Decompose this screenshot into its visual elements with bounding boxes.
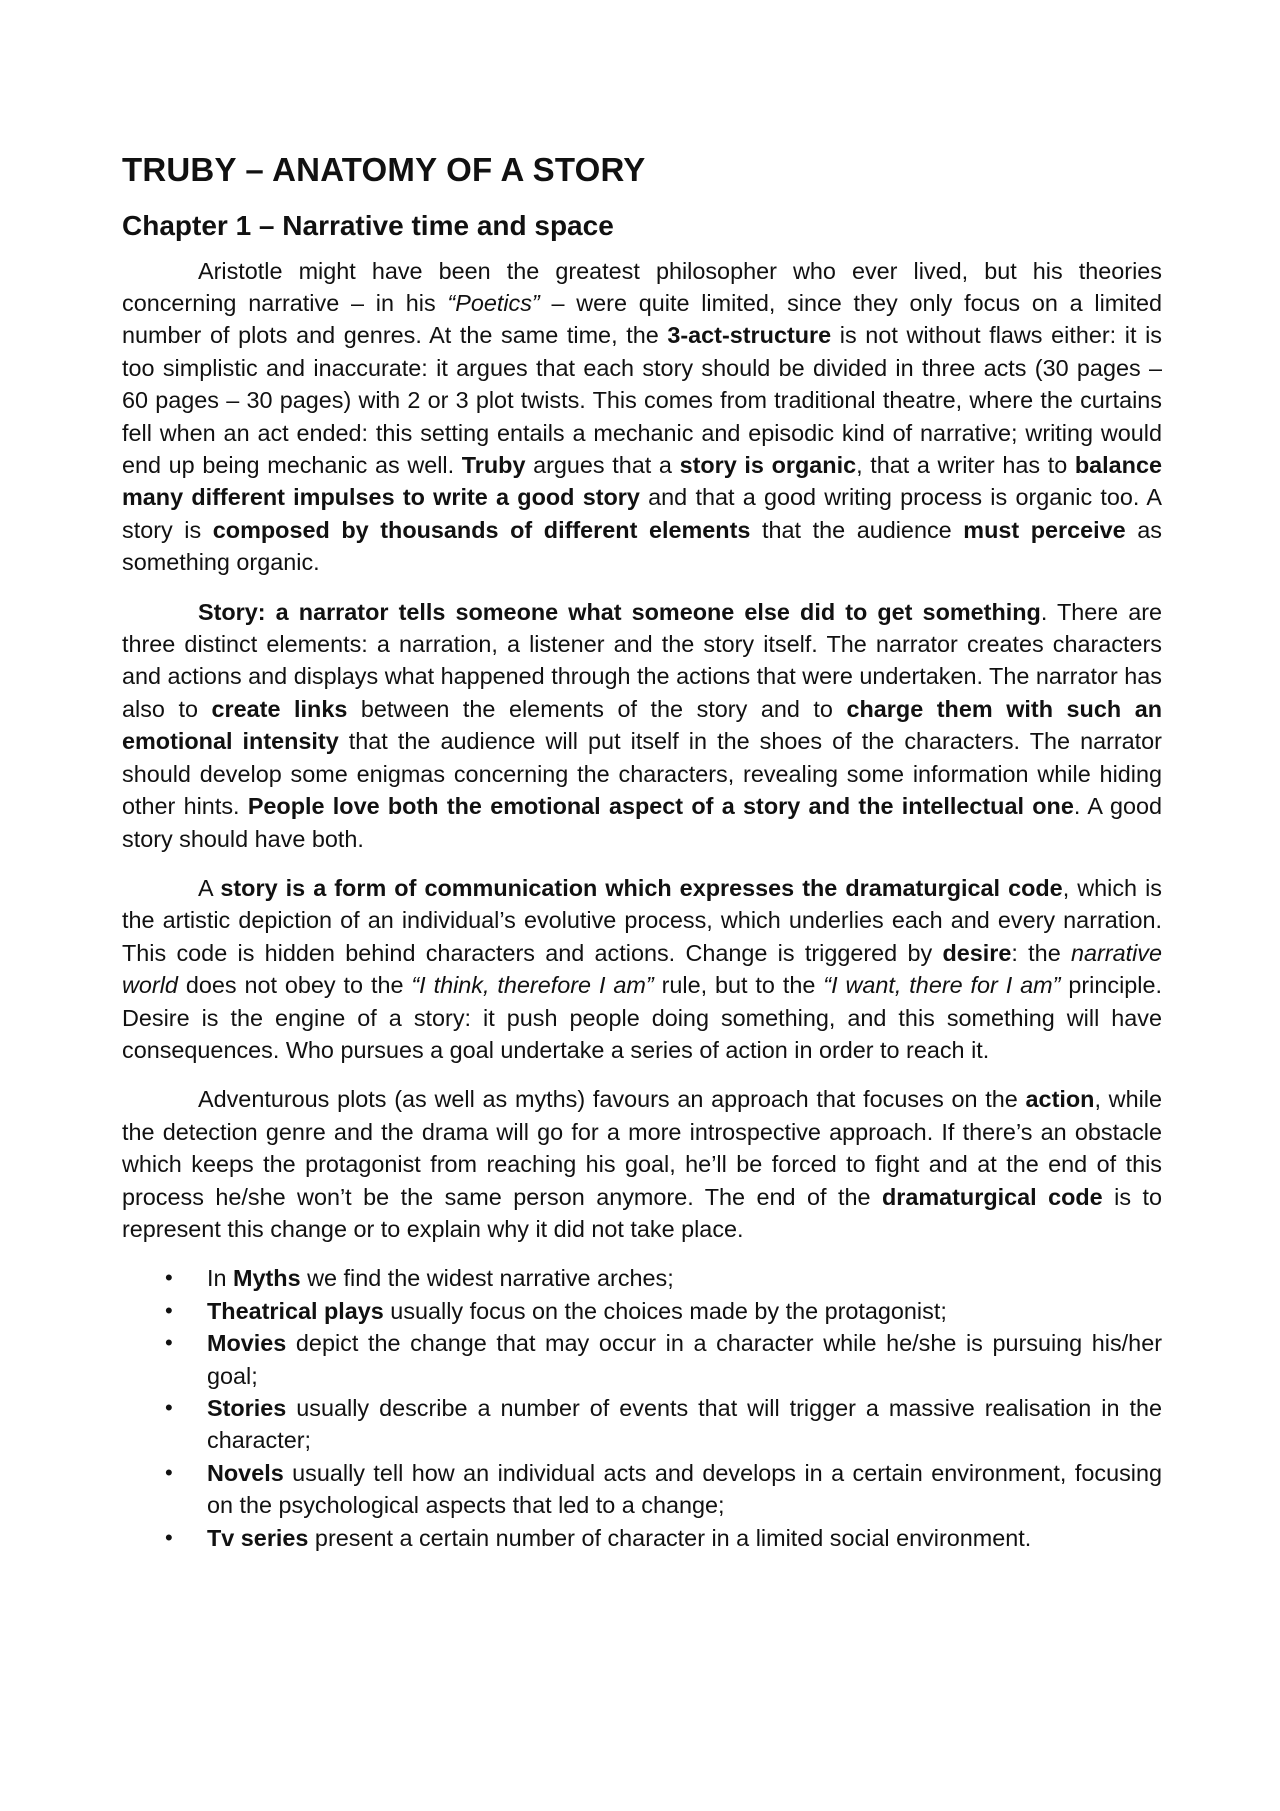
bullet-list <box>122 1262 1162 1554</box>
bold-text: Story: a narrator tells someone what someone else did to get something <box>198 598 1041 625</box>
text-run: . A good story should have both. <box>122 793 1162 852</box>
bold-text: Truby <box>461 452 526 479</box>
text-run: between the elements of the story and to <box>347 695 847 722</box>
text-run: usually tell how an individual acts and develops in a certain environment, focusing on the psychological aspects that led to a change; <box>207 1459 1162 1519</box>
bold-text: balance many different impulses to write a good story <box>122 452 1162 511</box>
text-run: is to represent this change or to explain why it did not take place. <box>122 1183 1163 1242</box>
text-run: usually describe a number of events that will trigger a massive realisation in the character; <box>207 1395 1162 1454</box>
text-run: that the audience will put itself in the shoes of the characters. The narrator should develop some enigmas concerning the characters, revealing some information while hiding other hints. <box>122 728 1162 820</box>
text-run: In <box>207 1265 234 1292</box>
bullet-item <box>122 1522 1162 1554</box>
bullet-icon: • <box>165 1459 173 1485</box>
paragraph <box>122 1083 1162 1245</box>
bullet-item <box>122 1295 1162 1327</box>
bold-text: desire <box>942 939 1012 966</box>
body-paragraphs <box>122 255 1162 1246</box>
bullet-icon: • <box>165 1297 173 1323</box>
bold-text: Stories <box>207 1395 287 1421</box>
bold-text: charge them with such an emotional intensity <box>122 695 1162 755</box>
bullet-item <box>122 1262 1162 1294</box>
bullet-icon: • <box>165 1524 173 1550</box>
text-run: , while the detection genre and the drama will go for a more introspective approach. If there’s an obstacle which keeps the protagonist from reaching his goal, he’ll be forced to fight and at the end of this process he/she won’t be the same person anymore. The end of the <box>122 1086 1162 1210</box>
bold-text: action <box>1025 1086 1095 1113</box>
bullet-icon: • <box>165 1265 173 1291</box>
italic-text: “Poetics” <box>447 290 540 316</box>
bold-text: story is organic <box>679 452 857 479</box>
text-run: . There are three distinct elements: a narration, a listener and the story itself. The narrator creates characters and actions and displays what happened through the actions that were undertaken. The narrator has also to <box>122 598 1163 722</box>
bold-text: 3-act-structure <box>667 322 832 349</box>
text-run: usually focus on the choices made by the protagonist; <box>383 1297 947 1324</box>
bold-text: People love both the emotional aspect of a story and the intellectual one <box>247 793 1074 820</box>
text-run: Aristotle might have been the greatest philosopher who ever lived, but his theories concerning narrative – in his <box>122 257 1162 316</box>
bold-text: must perceive <box>963 516 1126 543</box>
bold-text: dramaturgical code <box>881 1183 1103 1210</box>
paragraph <box>122 596 1162 855</box>
text-run: is not without flaws either: it is too simplistic and inaccurate: it argues that each story should be divided in three acts (30 pages – 60 pages – 30 pages) with 2 or 3 plot twists. This comes from traditional theatre, where the curtains fell when an act ended: this setting entails a mechanic and episodic kind of narrative; writing would end up being mechanic as well. <box>122 322 1162 479</box>
text-run: – were quite limited, since they only focus on a limited number of plots and genres. At the same time, the <box>122 290 1162 349</box>
bold-text: Tv series <box>207 1524 309 1551</box>
italic-text: “I want, there for I am” <box>823 972 1061 999</box>
paragraph <box>122 255 1162 579</box>
text-run: principle. Desire is the engine of a story: it push people doing something, and this something will have consequences. Who pursues a goal undertake a series of action in order to reach it. <box>122 972 1162 1063</box>
text-run: A <box>198 874 221 901</box>
bold-text: composed by thousands of different elements <box>212 516 751 543</box>
text-run: we find the widest narrative arches; <box>300 1265 674 1292</box>
italic-text: “I think, therefore I am” <box>411 972 654 999</box>
bullet-icon: • <box>165 1330 173 1356</box>
text-run: , which is the artistic depiction of an individual’s evolutive process, which underlies each and every narration. This code is hidden behind characters and actions. Change is triggered by <box>122 874 1162 966</box>
bullet-icon: • <box>165 1395 173 1420</box>
bold-text: Novels <box>207 1459 284 1486</box>
document-title: TRUBY – ANATOMY OF A STORY <box>122 151 646 188</box>
text-run: : the <box>1011 939 1071 966</box>
document-page <box>122 150 1162 1554</box>
text-run: does not obey to the <box>177 972 412 999</box>
bullet-item <box>122 1327 1162 1392</box>
text-run: , that a writer has to <box>856 452 1075 479</box>
text-run: argues that a <box>525 452 680 479</box>
text-run: as something organic. <box>122 516 1162 576</box>
italic-text: narrative world <box>122 939 1163 999</box>
chapter-heading: Chapter 1 – Narrative time and space <box>122 209 614 241</box>
bullet-item <box>122 1392 1162 1457</box>
text-run: depict the change that may occur in a character while he/she is pursuing his/her goal; <box>207 1330 1162 1389</box>
text-run: and that a good writing process is organic too. A story is <box>122 484 1162 543</box>
text-run: rule, but to the <box>653 972 824 999</box>
bold-text: Theatrical plays <box>207 1297 384 1324</box>
bullet-item <box>122 1457 1162 1522</box>
bold-text: Movies <box>207 1330 287 1357</box>
bold-text: Myths <box>233 1265 301 1292</box>
bold-text: create links <box>211 695 348 722</box>
bold-text: story is a form of communication which expresses the dramaturgical code <box>220 874 1063 901</box>
text-run: present a certain number of character in a limited social environment. <box>308 1524 1032 1551</box>
text-run: Adventurous plots (as well as myths) favours an approach that focuses on the <box>198 1086 1026 1113</box>
paragraph <box>122 872 1162 1066</box>
text-run: that the audience <box>750 516 964 543</box>
